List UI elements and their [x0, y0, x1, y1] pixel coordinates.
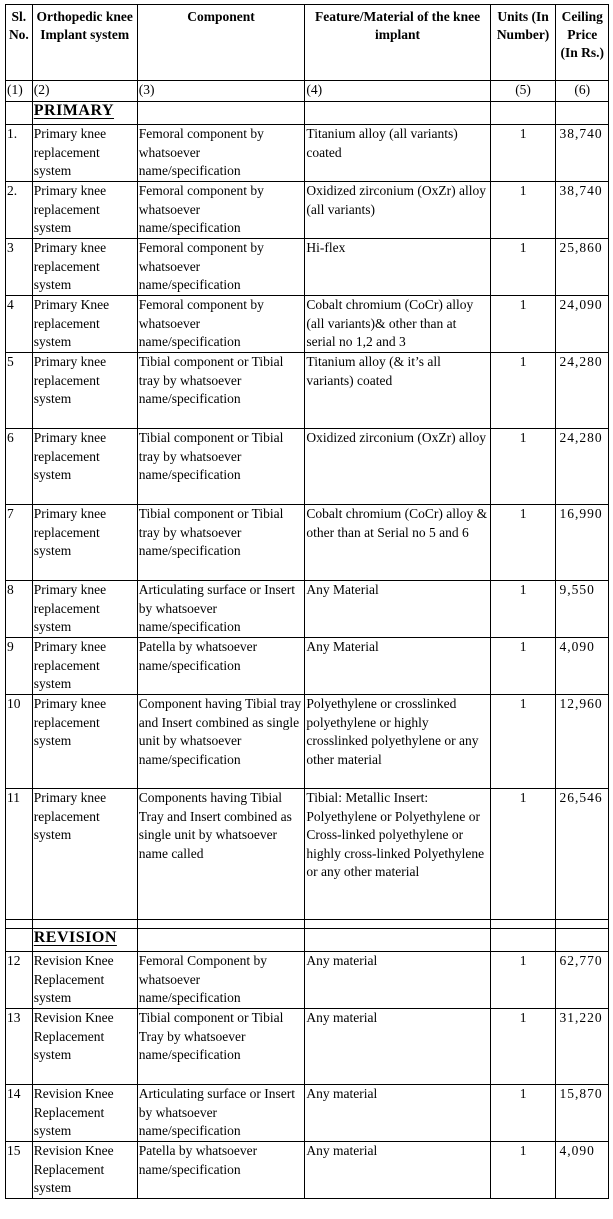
price-table — [5, 4, 609, 1199]
cell-sl: 4 — [6, 296, 33, 353]
table-row — [6, 638, 609, 695]
cell-component: Femoral component by whatsoever name/specification — [137, 125, 305, 182]
cell-price: 24,090 — [556, 296, 609, 353]
cell-feature: Any material — [305, 952, 490, 1009]
cell-price: 24,280 — [556, 353, 609, 429]
cell-price: 38,740 — [556, 125, 609, 182]
cell-units: 1 — [490, 296, 556, 353]
cell-sl: 7 — [6, 505, 33, 581]
cell-component: Component having Tibial tray and Insert combined as single unit by whatsoever name/specification — [137, 695, 305, 789]
header-row — [6, 5, 609, 81]
cell-component: Components having Tibial Tray and Insert combined as single unit by whatsoever name called — [137, 789, 305, 920]
cell-system: Primary knee replacement system — [32, 789, 137, 920]
cell-system: Primary knee replacement system — [32, 353, 137, 429]
cell-units: 1 — [490, 505, 556, 581]
cell-system: Primary knee replacement system — [32, 695, 137, 789]
cell-system: Revision Knee Replacement system — [32, 1085, 137, 1142]
cell-price: 4,090 — [556, 1142, 609, 1199]
table-row — [6, 239, 609, 296]
table-row — [6, 695, 609, 789]
cell-sl: 15 — [6, 1142, 33, 1199]
cell-system: Primary knee replacement system — [32, 638, 137, 695]
cell-units: 1 — [490, 182, 556, 239]
cell-units: 1 — [490, 695, 556, 789]
cell-feature: Any material — [305, 1009, 490, 1085]
cell-system: Primary knee replacement system — [32, 182, 137, 239]
table-row — [6, 429, 609, 505]
column-number-row — [6, 81, 609, 102]
cell-system: Primary knee replacement system — [32, 239, 137, 296]
cell-feature: Tibial: Metallic Insert: Polyethylene or Polyethylene or Cross-linked polyethylene or highly cross-linked Polyethylene or any other material — [305, 789, 490, 920]
cell-sl: 9 — [6, 638, 33, 695]
header-component: Component — [137, 5, 305, 81]
cell-price: 9,550 — [556, 581, 609, 638]
section-label-revision: REVISION — [33, 929, 117, 946]
cell-price: 31,220 — [556, 1009, 609, 1085]
table-row — [6, 296, 609, 353]
cell-system: Primary knee replacement system — [32, 125, 137, 182]
cell-component: Patella by whatsoever name/specification — [137, 1142, 305, 1199]
cell-sl: 6 — [6, 429, 33, 505]
header-system: Orthopedic knee Implant system — [32, 5, 137, 81]
table-row — [6, 182, 609, 239]
table-row — [6, 1142, 609, 1199]
cell-component: Articulating surface or Insert by whatsoever name/specification — [137, 581, 305, 638]
col-number: (5) — [490, 81, 556, 102]
header-units: Units (In Number) — [490, 5, 556, 81]
cell-component: Femoral component by whatsoever name/specification — [137, 182, 305, 239]
cell-component: Tibial component or Tibial tray by whatsoever name/specification — [137, 505, 305, 581]
cell-sl: 12 — [6, 952, 33, 1009]
cell-feature: Titanium alloy (all variants) coated — [305, 125, 490, 182]
cell-sl: 5 — [6, 353, 33, 429]
cell-component: Patella by whatsoever name/specification — [137, 638, 305, 695]
col-number: (3) — [137, 81, 305, 102]
cell-price: 25,860 — [556, 239, 609, 296]
cell-component: Articulating surface or Insert by whatsoever name/specification — [137, 1085, 305, 1142]
cell-feature: Cobalt chromium (CoCr) alloy & other than at Serial no 5 and 6 — [305, 505, 490, 581]
cell-component: Femoral component by whatsoever name/specification — [137, 296, 305, 353]
cell-sl: 10 — [6, 695, 33, 789]
cell-feature: Any Material — [305, 638, 490, 695]
cell-units: 1 — [490, 125, 556, 182]
cell-feature: Any Material — [305, 581, 490, 638]
table-row — [6, 789, 609, 920]
cell-units: 1 — [490, 1085, 556, 1142]
cell-sl: 3 — [6, 239, 33, 296]
col-number: (6) — [556, 81, 609, 102]
cell-component: Femoral component by whatsoever name/specification — [137, 239, 305, 296]
cell-sl: 13 — [6, 1009, 33, 1085]
header-price: Ceiling Price (In Rs.) — [556, 5, 609, 81]
table-row — [6, 1009, 609, 1085]
header-sl: Sl. No. — [6, 5, 33, 81]
table-row — [6, 125, 609, 182]
cell-component: Tibial component or Tibial Tray by whatsoever name/specification — [137, 1009, 305, 1085]
cell-feature: Cobalt chromium (CoCr) alloy (all variants)& other than at serial no 1,2 and 3 — [305, 296, 490, 353]
cell-price: 15,870 — [556, 1085, 609, 1142]
cell-price: 16,990 — [556, 505, 609, 581]
cell-system: Primary knee replacement system — [32, 429, 137, 505]
table-row — [6, 952, 609, 1009]
cell-system: Primary Knee replacement system — [32, 296, 137, 353]
cell-price: 26,546 — [556, 789, 609, 920]
cell-units: 1 — [490, 789, 556, 920]
cell-feature: Oxidized zirconium (OxZr) alloy — [305, 429, 490, 505]
cell-component: Tibial component or Tibial tray by whatsoever name/specification — [137, 429, 305, 505]
cell-sl: 11 — [6, 789, 33, 920]
cell-units: 1 — [490, 429, 556, 505]
col-number: (4) — [305, 81, 490, 102]
cell-price: 4,090 — [556, 638, 609, 695]
cell-units: 1 — [490, 638, 556, 695]
cell-system: Primary knee replacement system — [32, 505, 137, 581]
table-row — [6, 353, 609, 429]
cell-units: 1 — [490, 1142, 556, 1199]
cell-feature: Any material — [305, 1142, 490, 1199]
cell-system: Revision Knee Replacement system — [32, 1009, 137, 1085]
cell-feature: Any material — [305, 1085, 490, 1142]
cell-sl: 14 — [6, 1085, 33, 1142]
cell-sl: 1. — [6, 125, 33, 182]
cell-feature: Polyethylene or crosslinked polyethylene or highly crosslinked polyethylene or any other material — [305, 695, 490, 789]
header-feature: Feature/Material of the knee implant — [305, 5, 490, 81]
cell-price: 24,280 — [556, 429, 609, 505]
cell-feature: Hi-flex — [305, 239, 490, 296]
cell-price: 62,770 — [556, 952, 609, 1009]
cell-units: 1 — [490, 353, 556, 429]
col-number: (2) — [32, 81, 137, 102]
cell-feature: Titanium alloy (& it’s all variants) coated — [305, 353, 490, 429]
col-number: (1) — [6, 81, 33, 102]
cell-component: Femoral Component by whatsoever name/specification — [137, 952, 305, 1009]
cell-sl: 2. — [6, 182, 33, 239]
cell-units: 1 — [490, 239, 556, 296]
cell-system: Revision Knee Replacement system — [32, 1142, 137, 1199]
cell-units: 1 — [490, 1009, 556, 1085]
cell-system: Revision Knee Replacement system — [32, 952, 137, 1009]
cell-sl: 8 — [6, 581, 33, 638]
table-row — [6, 505, 609, 581]
section-row-revision — [6, 929, 609, 952]
section-row-primary — [6, 102, 609, 125]
spacer-row — [6, 920, 609, 929]
cell-feature: Oxidized zirconium (OxZr) alloy (all variants) — [305, 182, 490, 239]
table-row — [6, 1085, 609, 1142]
section-label-primary: PRIMARY — [33, 102, 115, 119]
cell-units: 1 — [490, 581, 556, 638]
cell-price: 38,740 — [556, 182, 609, 239]
cell-component: Tibial component or Tibial tray by whatsoever name/specification — [137, 353, 305, 429]
cell-units: 1 — [490, 952, 556, 1009]
table-row — [6, 581, 609, 638]
cell-system: Primary knee replacement system — [32, 581, 137, 638]
cell-price: 12,960 — [556, 695, 609, 789]
